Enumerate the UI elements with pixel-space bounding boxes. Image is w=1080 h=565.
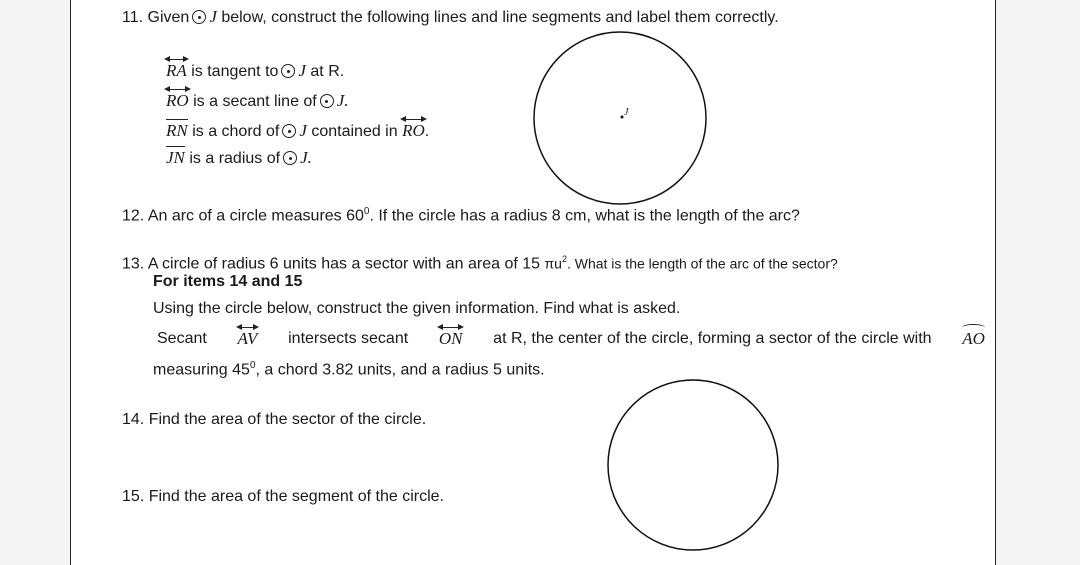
line-symbol: AV bbox=[238, 330, 258, 348]
given-line-1 bbox=[157, 330, 985, 348]
question-number: 13. bbox=[122, 255, 145, 273]
question-text: A circle of radius 6 units has a sector with an area of 15 bbox=[147, 255, 541, 273]
given-text: Secant bbox=[157, 330, 207, 347]
given-line-2 bbox=[153, 357, 545, 379]
given-text: , a chord 3.82 units, and a radius 5 units. bbox=[255, 361, 545, 379]
item-ro bbox=[166, 92, 349, 111]
item-rn bbox=[166, 122, 429, 141]
question-text: below, construct the following lines and line segments and label them correctly. bbox=[221, 9, 779, 26]
question-text: . If the circle has a radius 8 cm, what is the length of the arc? bbox=[369, 207, 800, 225]
section-instruction: Using the circle below, construct the given information. Find what is asked. bbox=[153, 300, 681, 317]
given-text: at R, the center of the circle, forming a sector of the circle with bbox=[493, 330, 932, 347]
item-ra bbox=[166, 62, 344, 81]
superscript: 2 bbox=[561, 254, 567, 264]
question-text: An arc of a circle measures 60 bbox=[147, 207, 364, 225]
circle-symbol-icon bbox=[320, 94, 334, 108]
circle-symbol-icon bbox=[282, 124, 296, 138]
superscript: 0 bbox=[249, 360, 256, 371]
question-number: 12. bbox=[122, 207, 145, 225]
question-14 bbox=[122, 411, 426, 429]
circle-name: J bbox=[209, 7, 217, 26]
item-text: at R. bbox=[310, 63, 345, 80]
item-text: is a radius of bbox=[189, 150, 281, 167]
center-label: J bbox=[624, 107, 629, 118]
question-15 bbox=[122, 488, 444, 506]
item-text: is a chord of bbox=[192, 123, 280, 140]
question-text: Find the area of the sector of the circle. bbox=[148, 411, 427, 428]
punctuation: . bbox=[424, 123, 430, 140]
given-text: measuring 45 bbox=[153, 361, 250, 379]
question-number: 11. bbox=[122, 9, 144, 26]
question-number: 14. bbox=[122, 411, 145, 428]
question-11 bbox=[122, 8, 779, 27]
line-symbol: RO bbox=[166, 92, 189, 110]
arc-symbol: AO bbox=[962, 329, 985, 348]
line-symbol: RA bbox=[166, 62, 187, 80]
segment-symbol: JN bbox=[166, 148, 185, 167]
circle-symbol-icon bbox=[283, 151, 297, 165]
circle-name: J bbox=[298, 61, 306, 80]
item-text: is a secant line of bbox=[193, 93, 317, 110]
circle-symbol-icon bbox=[281, 64, 295, 78]
line-symbol: ON bbox=[439, 330, 463, 348]
item-jn bbox=[166, 149, 312, 168]
question-13 bbox=[122, 250, 838, 273]
superscript: 0 bbox=[363, 206, 370, 217]
circle-symbol-icon bbox=[192, 10, 206, 24]
question-number: 15. bbox=[122, 488, 145, 505]
circle-name: J. bbox=[300, 148, 312, 167]
section-heading: For items 14 and 15 bbox=[153, 273, 303, 290]
unit: πu bbox=[544, 255, 562, 272]
question-text: Given bbox=[147, 9, 190, 26]
given-text: intersects secant bbox=[288, 330, 409, 347]
circle-name: J. bbox=[336, 91, 349, 110]
question-text: Find the area of the segment of the circle. bbox=[148, 488, 444, 505]
item-text: contained in bbox=[311, 123, 398, 140]
line-symbol: RO bbox=[402, 122, 425, 140]
circle-name: J bbox=[299, 121, 307, 140]
question-12 bbox=[122, 203, 800, 225]
question-text: . What is the length of the arc of the sector? bbox=[566, 255, 838, 272]
segment-symbol: RN bbox=[166, 121, 188, 140]
item-text: is tangent to bbox=[191, 63, 279, 80]
